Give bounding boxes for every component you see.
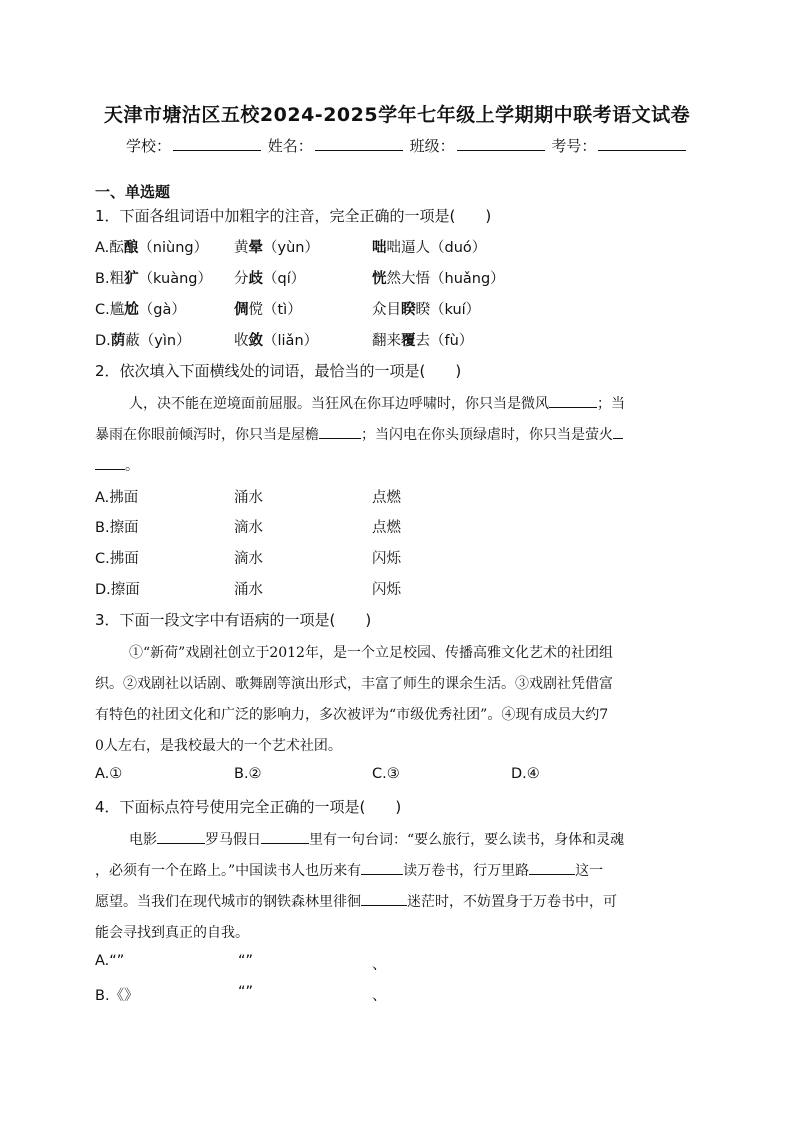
question-3-stem: 3．下面一段文字中有语病的一项是( ) xyxy=(95,611,372,629)
blank-3a xyxy=(613,425,623,439)
section-heading: 一、单选题 xyxy=(95,183,171,201)
q3-passage-line-4: 0人左右，是我校最大的一个艺术社团。 xyxy=(95,738,342,754)
school-blank[interactable] xyxy=(173,136,261,151)
question-4-stem: 4．下面标点符号使用完全正确的一项是( ) xyxy=(95,798,402,816)
exam-page: 天津市塘沽区五校2024-2025学年七年级上学期期中联考语文试卷 学校： 姓名： 班级： 考号： 一、单选题 1．下面各组词语中加粗字的注音，完全正确的一项是( ) A.酝酿（niùng） 黄晕（yùn） 咄咄逼人（duó） B.粗犷（kuàng） 分歧（qí） 恍然大悟（huǎng） C.尴尬（gà） 倜傥（tì） 众目睽睽（kuí） D.荫蔽（yìn） 收敛（liǎn） 翻来覆去（fù） 2．依次填入下面横线处的词语，最恰当的一项是( ) 人，决不能在逆境面前屈服。当狂风在你耳边呼啸时，你只当是微风 ；当 暴雨在你眼前倾泻时，你只当是屋檐 ；当闪电在你头顶绿虐时，你只当是萤火 。 A.拂面 涌水 点燃 B.擦面 滴水 点燃 C.拂面 滴水 闪烁 D.擦面 涌水 闪烁 3．下面一段文字中有语病的一项是( ) ①“新荷”戏剧社创立于2012年，是一个立足校园、传播高雅文化艺术的社团组 织。②戏剧社以话剧、歌舞剧等演出形式，丰富了师生的课余生活。③戏剧社凭借富 有特色的社团文化和广泛的影响力，多次被评为“市级优秀社团”。④现有成员大约7 0人左右，是我校最大的一个艺术社团。 A.① B.② C.③ D.④ 4．下面标点符号使用完全正确的一项是( ) 电影 罗马假日 里有一句台词：“要么旅行，要么读书，身体和灵魂 ，必须有一个在路上。”中国读书人也历来有 读万卷书，行万里路 这一 愿望。当我们在现代城市的钢铁森林里徘徊 迷茫时，不妨置身于万卷书中，可 能会寻找到真正的自我。 A.“” “” 、 B.《》 “” 、 xyxy=(0,0,794,1123)
q4-passage-line-3: 愿望。当我们在现代城市的钢铁森林里徘徊 迷茫时，不妨置身于万卷书中，可 xyxy=(95,894,617,910)
q3-passage-line-3: 有特色的社团文化和广泛的影响力，多次被评为“市级优秀社团”。④现有成员大约7 xyxy=(95,707,609,723)
q3-passage-line-1: ①“新荷”戏剧社创立于2012年，是一个立足校园、传播高雅文化艺术的社团组 xyxy=(129,645,613,661)
exam-no-label: 考号： xyxy=(551,137,597,155)
q3-option-a: A.① xyxy=(95,766,123,782)
school-label: 学校： xyxy=(126,137,172,155)
student-info-row xyxy=(126,135,686,156)
blank-2 xyxy=(319,425,361,439)
blank-3b xyxy=(95,456,125,470)
q4-passage-line-1: 电影 罗马假日 里有一句台词：“要么旅行，要么读书，身体和灵魂 xyxy=(129,832,625,848)
q3-option-c: C.③ xyxy=(372,766,400,782)
question-1-stem: 1．下面各组词语中加粗字的注音，完全正确的一项是( ) xyxy=(95,207,492,225)
q2-passage-line-2: 暴雨在你眼前倾泻时，你只当是屋檐 ；当闪电在你头顶绿虐时，你只当是萤火 xyxy=(95,424,700,444)
q3-option-d: D.④ xyxy=(511,766,540,782)
q3-passage-line-2: 织。②戏剧社以话剧、歌舞剧等演出形式，丰富了师生的课余生活。③戏剧社凭借富 xyxy=(95,676,613,692)
name-blank[interactable] xyxy=(315,136,403,151)
q2-passage-line-3: 。 xyxy=(95,455,700,475)
q3-option-b: B.② xyxy=(234,766,262,782)
name-label: 姓名： xyxy=(267,137,313,155)
blank-1 xyxy=(549,394,597,408)
class-blank[interactable] xyxy=(457,136,545,151)
page-title: 天津市塘沽区五校2024-2025学年七年级上学期期中联考语文试卷 xyxy=(103,104,691,126)
class-label: 班级： xyxy=(409,137,455,155)
q2-passage-line-1: 人，决不能在逆境面前屈服。当狂风在你耳边呼啸时，你只当是微风 ；当 xyxy=(129,396,625,412)
q4-passage-line-4: 能会寻找到真正的自我。 xyxy=(95,925,249,941)
question-2-stem: 2．依次填入下面横线处的词语，最恰当的一项是( ) xyxy=(95,362,462,380)
q4-passage-line-2: ，必须有一个在路上。”中国读书人也历来有 读万卷书，行万里路 这一 xyxy=(95,863,604,879)
exam-no-blank[interactable] xyxy=(598,136,686,151)
